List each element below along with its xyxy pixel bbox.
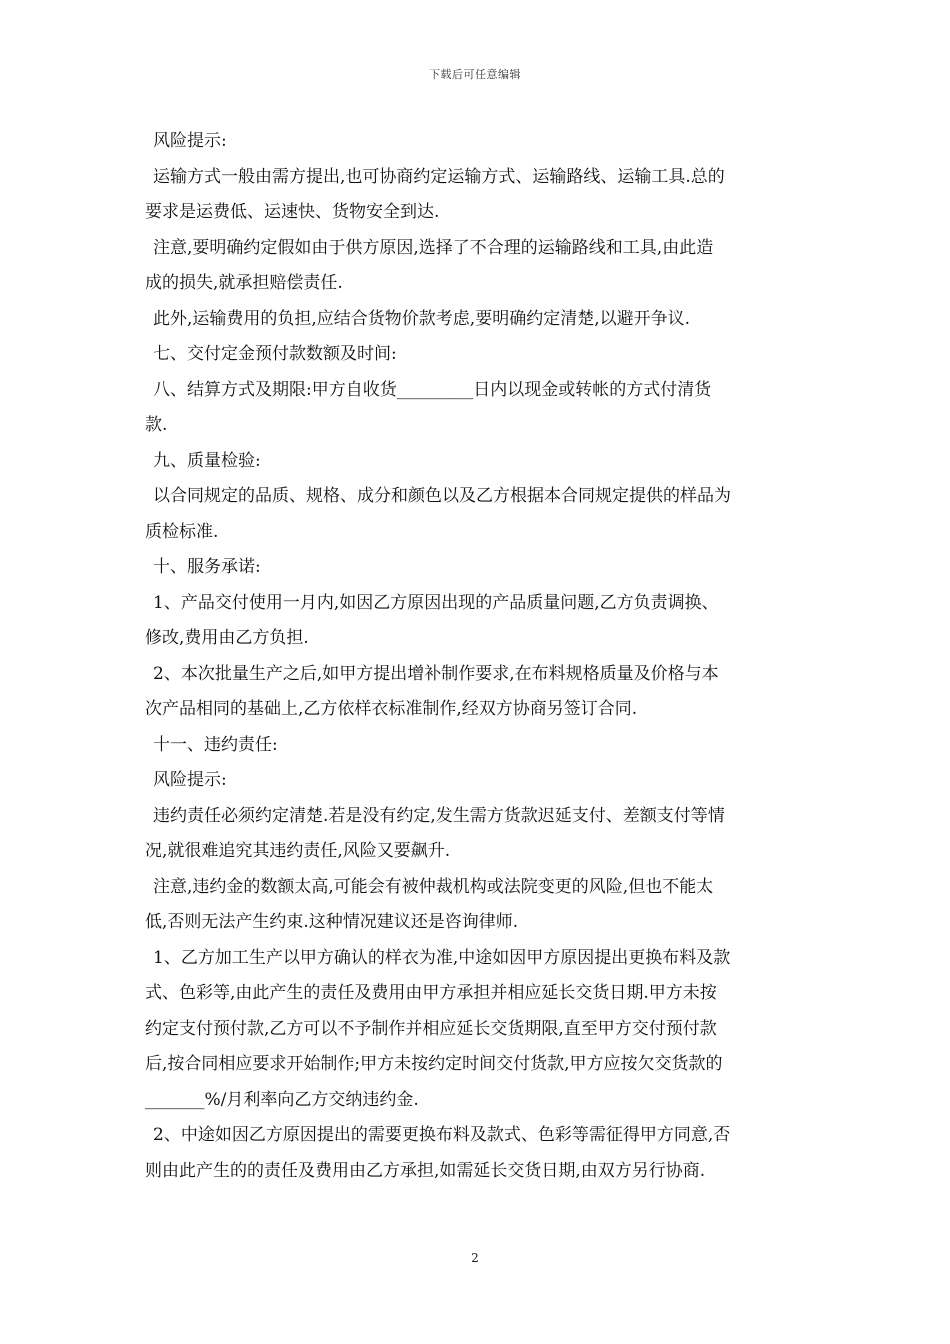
document-line: 修改,费用由乙方负担. [145,628,309,648]
document-line: 成的损失,就承担赔偿责任. [145,273,343,293]
document-line: 低,否则无法产生约束.这种情况建议还是咨询律师. [145,912,519,932]
document-line: 款. [145,415,168,435]
document-line: 风险提示: [153,131,227,151]
document-line: 此外,运输费用的负担,应结合货物价款考虑,要明确约定清楚,以避开争议. [153,308,691,329]
document-line: 八、结算方式及期限:甲方自收货_________日内以现金或转帐的方式付清货 [153,379,712,400]
document-line: 要求是运费低、运速快、货物安全到达. [145,202,440,222]
document-line: 注意,要明确约定假如由于供方原因,选择了不合理的运输路线和工具,由此造 [153,237,714,258]
document-line: 违约责任必须约定清楚.若是没有约定,发生需方货款迟延支付、差额支付等情 [153,805,725,826]
page-header: 下载后可任意编辑 [429,68,521,81]
document-line: 质检标准. [145,521,219,542]
document-line: _______%/月利率向乙方交纳违约金. [145,1089,419,1110]
document-line: 七、交付定金预付款数额及时间: [153,344,397,364]
document-line: 注意,违约金的数额太高,可能会有被仲裁机构或法院变更的风险,但也不能太 [153,876,714,897]
document-line: 则由此产生的的责任及费用由乙方承担,如需延长交货日期,由双方另行协商. [145,1160,706,1181]
page-number: 2 [471,1251,479,1265]
document-line: 次产品相同的基础上,乙方依样衣标准制作,经双方协商另签订合同. [145,699,638,719]
document-line: 况,就很难追究其违约责任,风险又要飙升. [145,841,451,861]
document-line: 1、乙方加工生产以甲方确认的样衣为准,中途如因甲方原因提出更换布料及款 [153,947,731,968]
document-line: 1、产品交付使用一月内,如因乙方原因出现的产品质量问题,乙方负责调换、 [153,592,719,613]
document-line: 九、质量检验: [153,450,261,471]
document-line: 运输方式一般由需方提出,也可协商约定运输方式、运输路线、运输工具.总的 [153,166,725,187]
document-line: 约定支付预付款,乙方可以不予制作并相应延长交货期限,直至甲方交付预付款 [145,1018,717,1039]
document-line: 风险提示: [153,770,227,790]
document-body [145,124,810,1189]
document-line: 十、服务承诺: [153,557,261,577]
document-line: 以合同规定的品质、规格、成分和颜色以及乙方根据本合同规定提供的样品为 [153,486,731,506]
document-line: 后,按合同相应要求开始制作;甲方未按约定时间交付货款,甲方应按欠交货款的 [145,1054,723,1074]
document-line: 式、色彩等,由此产生的责任及费用由甲方承担并相应延长交货日期.甲方未按 [145,983,717,1003]
document-line: 2、中途如因乙方原因提出的需要更换布料及款式、色彩等需征得甲方同意,否 [153,1125,731,1145]
document-line: 2、本次批量生产之后,如甲方提出增补制作要求,在布料规格质量及价格与本 [153,663,719,684]
document-line: 十一、违约责任: [153,734,278,755]
